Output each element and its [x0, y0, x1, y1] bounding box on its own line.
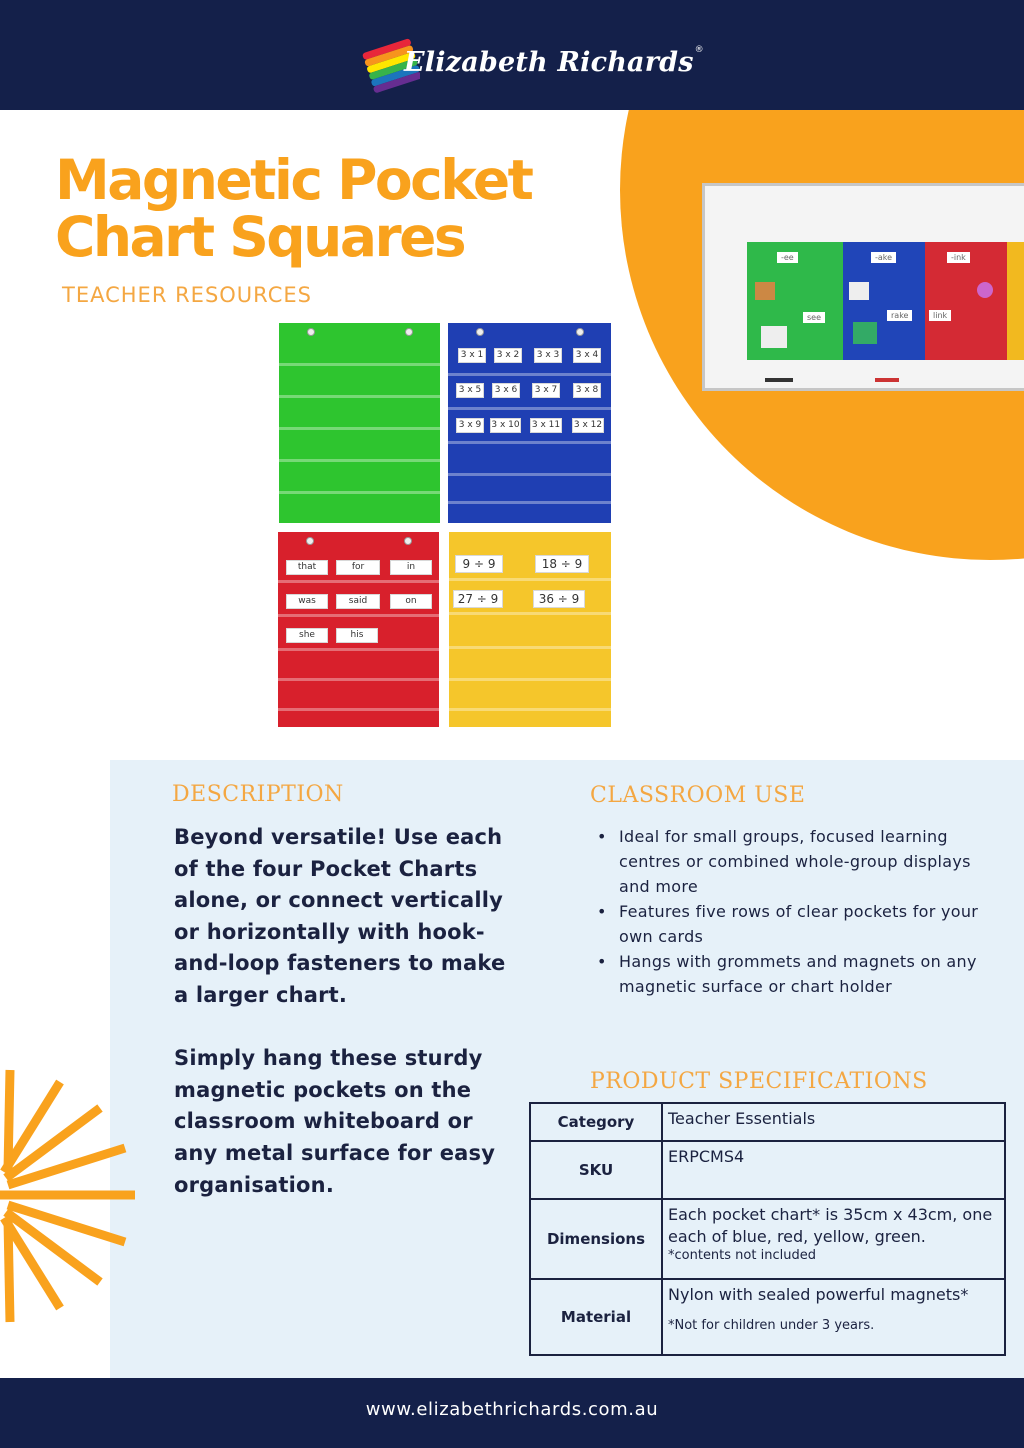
classroom-use-list [597, 824, 997, 999]
mini-green-chart [747, 242, 843, 360]
math-card: 3 x 7 [532, 383, 560, 398]
word-tag: -ee [777, 252, 798, 263]
mini-red-chart [925, 242, 1007, 360]
brand-name: Elizabeth Richards [404, 46, 694, 78]
marker-pen [765, 378, 793, 382]
specs-table [529, 1102, 1006, 1356]
picture-card [849, 282, 869, 300]
picture-card [755, 282, 775, 300]
page-subtitle: TEACHER RESOURCES [62, 283, 312, 307]
spec-note: *Not for children under 3 years. [668, 1318, 875, 1333]
spec-value-text: Nylon with sealed powerful magnets* [668, 1285, 969, 1304]
math-card: 18 ÷ 9 [535, 555, 589, 573]
grommet [307, 328, 315, 336]
word-card: said [336, 594, 380, 609]
whiteboard-product-photo [702, 183, 1024, 391]
math-card: 3 x 2 [494, 348, 522, 363]
math-card: 36 ÷ 9 [533, 590, 585, 608]
word-card: on [390, 594, 432, 609]
spec-value-text: Each pocket chart* is 35cm x 43cm, one each of blue, red, yellow, green. [668, 1205, 993, 1246]
word-card: was [286, 594, 328, 609]
math-card: 3 x 4 [573, 348, 601, 363]
word-tag: rake [887, 310, 912, 321]
word-card: in [390, 560, 432, 575]
grommet [404, 537, 412, 545]
table-row [530, 1103, 1005, 1141]
list-item: • Features five rows of clear pockets for your own cards [597, 899, 997, 949]
table-row [530, 1279, 1005, 1355]
spec-key: Material [530, 1279, 662, 1355]
spec-key: SKU [530, 1141, 662, 1199]
grommet [476, 328, 484, 336]
spec-key: Category [530, 1103, 662, 1141]
spec-value: Teacher Essentials [662, 1103, 1005, 1141]
footer-bar [0, 1378, 1024, 1448]
math-card: 3 x 11 [530, 418, 562, 433]
grommet [405, 328, 413, 336]
word-tag: see [803, 312, 825, 323]
word-card: his [336, 628, 378, 643]
specs-heading: PRODUCT SPECIFICATIONS [590, 1069, 928, 1094]
table-row [530, 1199, 1005, 1279]
yellow-pocket-chart [449, 532, 611, 727]
word-card: she [286, 628, 328, 643]
word-card: that [286, 560, 328, 575]
sunburst-decoration [0, 1060, 150, 1330]
table-row [530, 1141, 1005, 1199]
description-para-2: Simply hang these sturdy magnetic pockets on the classroom whiteboard or any metal surface for easy organisation. [174, 1046, 496, 1197]
description-para-1: Beyond versatile! Use each of the four Pocket Charts alone, or connect vertically or horizontally with hook-and-loop fasteners to make a larger chart. [174, 825, 506, 1007]
grommet [306, 537, 314, 545]
picture-card [853, 322, 877, 344]
title-line-1: Magnetic Pocket [55, 148, 532, 212]
spec-value: ERPCMS4 [662, 1141, 1005, 1199]
math-card: 3 x 9 [456, 418, 484, 433]
word-tag: -ake [871, 252, 896, 263]
classroom-use-heading: CLASSROOM USE [590, 783, 806, 808]
math-card: 9 ÷ 9 [455, 555, 503, 573]
spec-key: Dimensions [530, 1199, 662, 1279]
spec-value [662, 1199, 1005, 1279]
math-card: 3 x 8 [573, 383, 601, 398]
spec-note: *contents not included [668, 1248, 816, 1263]
title-line-2: Chart Squares [55, 205, 465, 269]
picture-card [977, 282, 993, 298]
description-text [174, 822, 519, 1233]
registered-mark: ® [694, 45, 704, 55]
math-card: 3 x 10 [490, 418, 521, 433]
list-item: • Hangs with grommets and magnets on any magnetic surface or chart holder [597, 949, 997, 999]
word-card: for [336, 560, 380, 575]
brand-logo[interactable] [362, 26, 704, 98]
grommet [576, 328, 584, 336]
word-tag: -ink [947, 252, 970, 263]
mini-yellow-chart [1007, 242, 1024, 360]
red-pocket-chart [278, 532, 439, 727]
math-card: 3 x 3 [534, 348, 562, 363]
list-item: • Ideal for small groups, focused learning centres or combined whole-group displays and more [597, 824, 997, 899]
word-tag: link [929, 310, 951, 321]
math-card: 3 x 6 [492, 383, 520, 398]
description-heading: DESCRIPTION [172, 782, 344, 807]
green-pocket-chart [279, 323, 440, 523]
mini-blue-chart [843, 242, 925, 360]
marker-pen [875, 378, 899, 382]
website-link[interactable]: www.elizabethrichards.com.au [365, 1399, 659, 1420]
spec-value [662, 1279, 1005, 1355]
page-title [55, 148, 532, 269]
math-card: 3 x 5 [456, 383, 484, 398]
math-card: 27 ÷ 9 [453, 590, 503, 608]
picture-card [761, 326, 787, 348]
math-card: 3 x 1 [458, 348, 486, 363]
blue-pocket-chart [448, 323, 611, 523]
math-card: 3 x 12 [572, 418, 604, 433]
